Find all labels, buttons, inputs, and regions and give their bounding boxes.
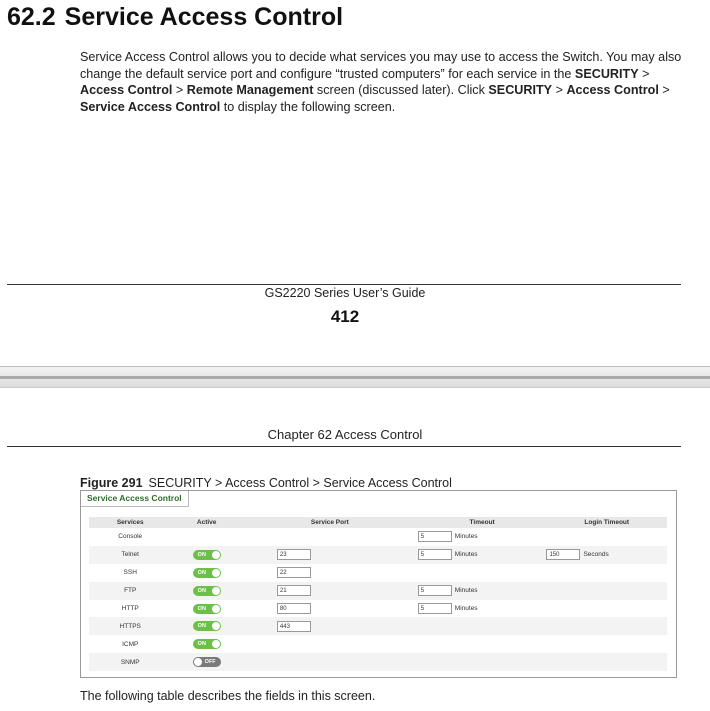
ftp-timeout-input[interactable]: 5 <box>418 585 452 596</box>
toggle-knob <box>212 569 220 577</box>
column-header-service-port: Service Port <box>242 517 418 528</box>
timeout-unit-label: Minutes <box>454 551 478 559</box>
timeout-unit-label: Minutes <box>454 587 478 595</box>
tab-service-access-control[interactable]: Service Access Control <box>81 491 189 507</box>
column-header-login-timeout: Login Timeout <box>546 517 667 528</box>
figure-label: Figure 291 <box>80 476 143 490</box>
toggle-label: ON <box>197 605 206 612</box>
login-timeout-cell <box>546 528 667 546</box>
login-timeout-cell <box>546 653 667 671</box>
timeout-unit-label: Minutes <box>454 533 478 541</box>
intro-sep-4: > <box>658 83 670 97</box>
toggle-label: ON <box>197 641 206 648</box>
login-timeout-cell <box>546 564 667 582</box>
table-row-icmp <box>89 635 667 653</box>
intro-bold-access-control: Access Control <box>80 83 173 97</box>
intro-sep-2: > <box>172 83 187 97</box>
timeout-cell <box>418 653 547 671</box>
service-name: Console <box>118 533 143 541</box>
intro-bold-service-access-control: Service Access Control <box>80 99 221 114</box>
timeout-cell <box>418 546 547 564</box>
http-service-port-input[interactable]: 80 <box>277 603 311 614</box>
service-port-cell <box>242 546 418 564</box>
telnet-login-timeout-input[interactable]: 150 <box>546 549 580 560</box>
table-header-row <box>89 517 667 528</box>
login-timeout-cell <box>546 600 667 618</box>
login-timeout-cell <box>546 546 667 564</box>
service-name: SSH <box>123 569 137 577</box>
toggle-label: ON <box>197 623 206 630</box>
ssh-service-port-input[interactable]: 22 <box>277 567 311 578</box>
http-timeout-input[interactable]: 5 <box>418 603 452 614</box>
service-port-cell <box>242 617 418 635</box>
timeout-cell <box>418 600 547 618</box>
table-row-ftp <box>89 582 667 600</box>
login-timeout-cell <box>546 635 667 653</box>
footer-guide-title: GS2220 Series User’s Guide <box>264 286 426 300</box>
timeout-unit-label: Minutes <box>454 605 478 612</box>
table-row-console <box>89 528 667 546</box>
timeout-cell <box>418 528 547 546</box>
toggle-label: ON <box>197 587 206 594</box>
service-name: FTP <box>89 582 171 600</box>
table-body <box>89 528 667 671</box>
service-access-table <box>89 517 667 671</box>
active-cell <box>171 600 241 618</box>
http-active-toggle[interactable] <box>193 604 221 614</box>
intro-bold-security: SECURITY <box>574 66 639 81</box>
icmp-active-toggle[interactable] <box>193 639 221 649</box>
timeout-cell <box>418 564 547 582</box>
service-name: SNMP <box>89 653 171 671</box>
service-port-cell <box>242 564 418 582</box>
toggle-label: ON <box>197 569 206 576</box>
active-cell <box>171 617 241 635</box>
active-cell <box>171 582 241 600</box>
https-service-port-input[interactable]: 443 <box>277 621 311 632</box>
toggle-knob <box>212 605 220 613</box>
console-timeout-input[interactable]: 5 <box>418 531 452 542</box>
login-timeout-cell <box>546 617 667 635</box>
active-cell <box>171 564 241 582</box>
column-header-active: Active <box>171 517 241 528</box>
column-header-services: Services <box>89 517 171 528</box>
footer-rule <box>7 284 681 285</box>
toggle-label: ON <box>197 551 206 558</box>
telnet-active-toggle[interactable] <box>193 550 221 560</box>
active-cell <box>171 546 241 564</box>
snmp-active-toggle[interactable] <box>193 657 221 667</box>
intro-bold-security-2: SECURITY <box>488 83 553 97</box>
login-timeout-cell <box>546 582 667 600</box>
table-row-telnet <box>89 546 667 564</box>
page-break-line <box>0 376 710 379</box>
telnet-timeout-input[interactable]: 5 <box>418 549 452 560</box>
section-heading <box>7 3 343 32</box>
column-header-timeout: Timeout <box>418 517 547 528</box>
timeout-cell <box>418 635 547 653</box>
toggle-knob <box>194 658 202 666</box>
toggle-label: OFF <box>204 659 216 666</box>
telnet-service-port-input[interactable]: 23 <box>277 549 311 560</box>
active-cell <box>171 653 241 671</box>
ftp-active-toggle[interactable] <box>193 586 221 596</box>
login-timeout-unit-label: Seconds <box>583 551 609 559</box>
toggle-knob <box>212 640 220 648</box>
intro-sep-1: > <box>638 66 650 81</box>
table-row-ssh <box>89 564 667 582</box>
service-name: Telnet <box>89 546 171 564</box>
https-active-toggle[interactable] <box>193 621 221 631</box>
service-name: ICMP <box>122 640 139 648</box>
service-port-cell <box>242 600 418 618</box>
section-number: 62.2 <box>7 3 56 31</box>
ssh-active-toggle[interactable] <box>193 568 221 578</box>
timeout-cell <box>418 617 547 635</box>
service-port-cell <box>242 635 418 653</box>
header-rule <box>7 446 681 447</box>
service-name: HTTP <box>121 605 139 612</box>
figure-caption <box>80 476 452 490</box>
section-title: Service Access Control <box>64 3 344 31</box>
service-access-control-panel <box>80 490 677 678</box>
footer-page-number: 412 <box>330 307 360 326</box>
outro-text: The following table describes the fields in this screen. <box>80 689 376 703</box>
timeout-cell <box>418 582 547 600</box>
ftp-service-port-input[interactable]: 21 <box>277 585 311 596</box>
intro-text-2: screen (discussed later). Click <box>313 83 489 97</box>
table-row-http <box>89 600 667 618</box>
intro-bold-remote-management: Remote Management <box>186 83 314 97</box>
service-port-cell <box>242 582 418 600</box>
intro-bold-access-control-2: Access Control <box>566 83 659 97</box>
service-port-cell <box>242 528 418 546</box>
toggle-knob <box>212 587 220 595</box>
intro-sep-3: > <box>552 83 567 97</box>
active-cell <box>171 528 241 546</box>
figure-text: SECURITY > Access Control > Service Access Control <box>148 476 452 490</box>
intro-text-3: to display the following screen. <box>220 99 396 114</box>
toggle-knob <box>212 551 220 559</box>
service-port-cell <box>242 653 418 671</box>
active-cell <box>171 635 241 653</box>
table-row-snmp <box>89 653 667 671</box>
intro-text-1: Service Access Control allows you to decide what services you may use to access the Switch. You may also change the default service port and configure “trusted computers” for each service in the <box>80 50 682 81</box>
toggle-knob <box>212 622 220 630</box>
service-name: HTTPS <box>89 617 171 635</box>
intro-paragraph <box>80 49 690 115</box>
chapter-header: Chapter 62 Access Control <box>267 427 423 442</box>
table-row-https <box>89 617 667 635</box>
